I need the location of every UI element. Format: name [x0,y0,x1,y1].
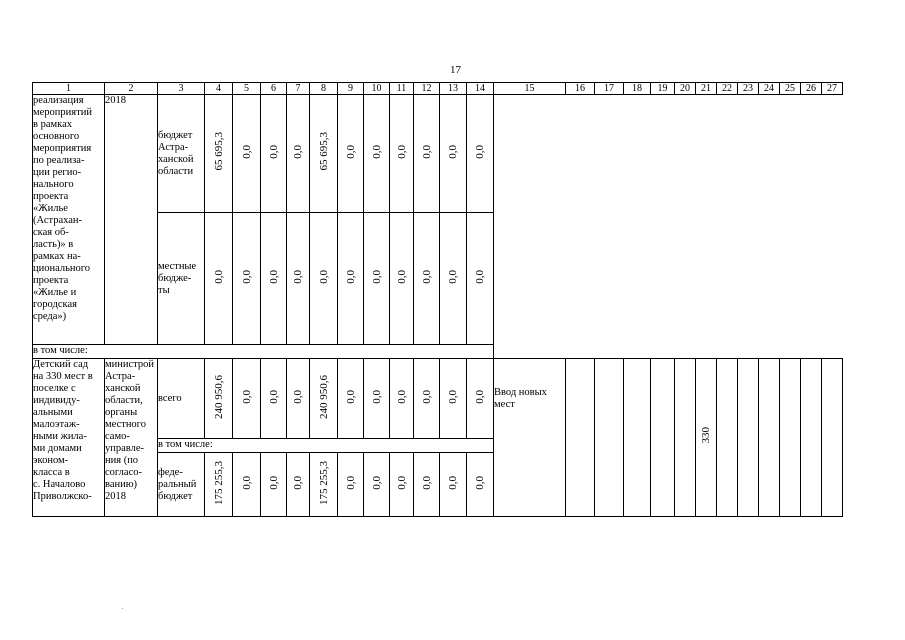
column-number: 5 [233,83,261,95]
value-cell: 0,0 [233,453,261,517]
column-number: 16 [566,83,595,95]
column-number: 15 [494,83,566,95]
value-cell: 0,0 [467,359,494,439]
value-cell: 0,0 [414,213,440,345]
column-number: 3 [158,83,205,95]
column-number: 17 [595,83,624,95]
value-cell: 0,0 [261,95,287,213]
value-cell: 0,0 [467,213,494,345]
table-row [33,95,843,213]
column-number: 24 [759,83,780,95]
event-year: 2018 [105,95,158,345]
column-number: 4 [205,83,233,95]
value-cell: 0,0 [414,453,440,517]
column-number: 19 [651,83,675,95]
scan-speck [122,608,123,609]
funding-source-federal: феде- ральный бюджет [158,453,205,517]
column-number: 27 [822,83,843,95]
value-cell: 0,0 [310,213,338,345]
column-number: 13 [440,83,467,95]
value-cell: 0,0 [364,95,390,213]
value-cell: 0,0 [390,213,414,345]
column-number: 21 [696,83,717,95]
empty-cell [801,359,822,517]
funding-source-regional: бюджет Астра- ханской области [158,95,205,213]
column-number: 10 [364,83,390,95]
value-cell: 0,0 [440,213,467,345]
value-cell: 0,0 [287,453,310,517]
value-cell: 0,0 [205,213,233,345]
column-number: 2 [105,83,158,95]
value-cell: 240 950,6 [310,359,338,439]
value-cell: 0,0 [390,95,414,213]
empty-cell [717,359,738,517]
column-number: 12 [414,83,440,95]
value-cell: 0,0 [390,453,414,517]
column-number: 22 [717,83,738,95]
value-cell: 0,0 [338,359,364,439]
including-label: в том числе: [33,345,494,359]
object-description: Детский сад на 330 мест в поселке с индивиду- альными малоэтаж- ными жила- ми домами эконом- класса в с. Началово Приволжско- [33,359,105,517]
value-cell: 0,0 [440,95,467,213]
column-number: 7 [287,83,310,95]
value-cell: 0,0 [364,453,390,517]
column-number-row [33,83,843,95]
value-cell: 0,0 [440,359,467,439]
blank-area [494,95,843,359]
value-cell: 0,0 [287,359,310,439]
value-cell: 0,0 [261,453,287,517]
empty-cell [822,359,843,517]
value-cell: 0,0 [390,359,414,439]
empty-cell [675,359,696,517]
column-number: 9 [338,83,364,95]
value-cell: 0,0 [338,453,364,517]
column-number: 11 [390,83,414,95]
value-cell: 0,0 [364,213,390,345]
column-number: 23 [738,83,759,95]
value-cell: 175 255,3 [205,453,233,517]
including-label: в том числе: [158,439,494,453]
column-number: 18 [624,83,651,95]
value-cell: 0,0 [261,213,287,345]
empty-cell [566,359,595,517]
executor: министрой Астра- ханской области, органы местного само- управле- ния (по согласо- ванию) 2018 [105,359,158,517]
value-cell: 0,0 [233,95,261,213]
value-cell: 0,0 [414,95,440,213]
value-cell: 65 695,3 [310,95,338,213]
column-number: 20 [675,83,696,95]
value-cell: 0,0 [467,453,494,517]
column-number: 8 [310,83,338,95]
column-number: 1 [33,83,105,95]
value-cell: 0,0 [338,213,364,345]
budget-table [32,82,843,517]
value-cell: 0,0 [364,359,390,439]
indicator-name: Ввод новых мест [494,359,566,517]
value-cell: 0,0 [414,359,440,439]
value-cell: 0,0 [261,359,287,439]
value-cell: 0,0 [287,95,310,213]
empty-cell [651,359,675,517]
table-row [33,359,843,439]
value-cell: 65 695,3 [205,95,233,213]
value-cell: 0,0 [233,213,261,345]
column-number: 6 [261,83,287,95]
indicator-value: 330 [696,359,717,517]
column-number: 25 [780,83,801,95]
empty-cell [624,359,651,517]
funding-source-total: всего [158,359,205,439]
empty-cell [595,359,624,517]
empty-cell [738,359,759,517]
value-cell: 175 255,3 [310,453,338,517]
value-cell: 0,0 [287,213,310,345]
value-cell: 0,0 [467,95,494,213]
page-number: 17 [450,64,461,76]
empty-cell [759,359,780,517]
column-number: 26 [801,83,822,95]
value-cell: 0,0 [233,359,261,439]
value-cell: 0,0 [338,95,364,213]
funding-source-local: местные бюдже- ты [158,213,205,345]
event-description: реализация мероприятий в рамках основного мероприятия по реализа- ции регио- нального проекта «Жилье (Астрахан- ская об- ласть)» в рамках на- ционального проекта «Жилье и городская среда») [33,95,105,345]
value-cell: 240 950,6 [205,359,233,439]
column-number: 14 [467,83,494,95]
empty-cell [780,359,801,517]
value-cell: 0,0 [440,453,467,517]
